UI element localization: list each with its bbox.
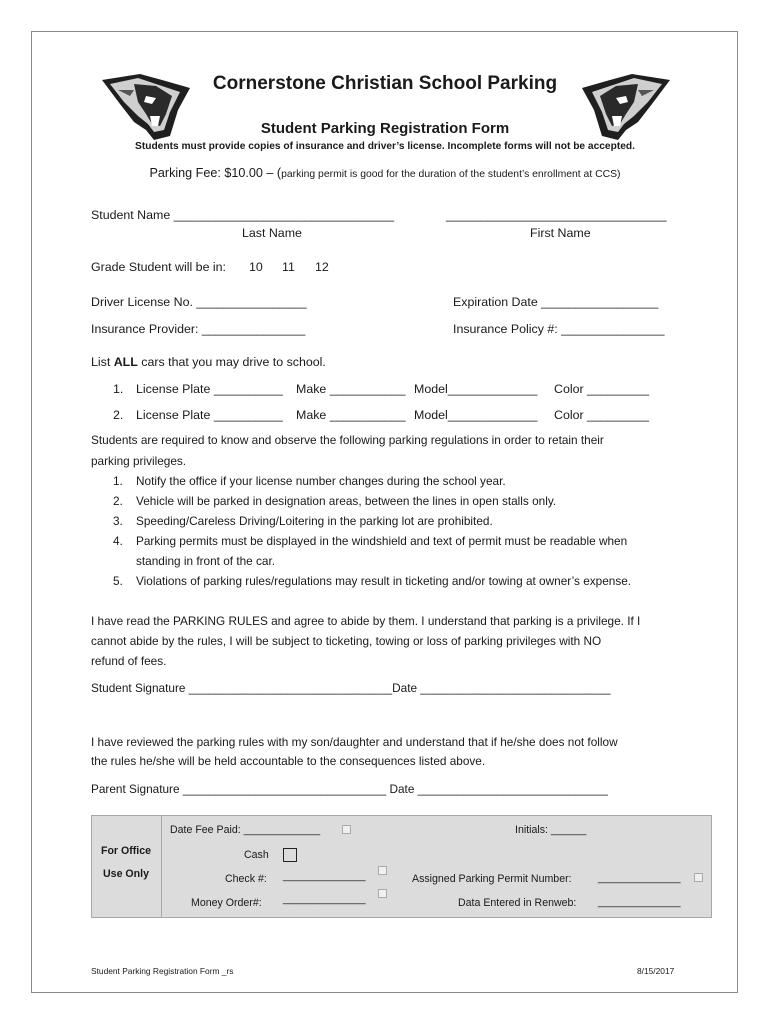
grade-option-12[interactable]: 12 bbox=[315, 260, 329, 274]
student-signature-field[interactable]: Student Signature _______________________________Date _____________________________ bbox=[91, 681, 611, 695]
rule-number: 4. bbox=[113, 534, 123, 548]
rule-text-continued: standing in front of the car. bbox=[136, 554, 276, 568]
agreement-text: cannot abide by the rules, I will be subject to ticketing, towing or loss of parking privileges with NO bbox=[91, 634, 602, 648]
rule-text: Violations of parking rules/regulations may result in ticketing and/or towing at owner’s expense. bbox=[136, 574, 632, 588]
rule-text: Speeding/Careless Driving/Loitering in the parking lot are prohibited. bbox=[136, 514, 493, 528]
insurance-policy-field[interactable]: Insurance Policy #: _______________ bbox=[453, 322, 665, 336]
cash-checkbox-box[interactable] bbox=[283, 848, 297, 862]
car-row-num: 1. bbox=[113, 382, 124, 396]
insurance-provider-field[interactable]: Insurance Provider: _______________ bbox=[91, 322, 306, 336]
car-1-plate-field[interactable]: License Plate __________ bbox=[136, 382, 283, 396]
cars-intro-bold: ALL bbox=[113, 355, 138, 369]
grade-option-10[interactable]: 10 bbox=[249, 260, 263, 274]
car-row-num: 2. bbox=[113, 408, 124, 422]
parking-fee-note: parking permit is good for the duration of the student’s enrollment at CCS) bbox=[281, 169, 621, 180]
car-2-color-field[interactable]: Color _________ bbox=[554, 408, 650, 422]
form-title: Cornerstone Christian School Parking bbox=[212, 73, 558, 94]
cars-intro bbox=[91, 355, 326, 369]
car-2-plate-field[interactable]: License Plate __________ bbox=[136, 408, 283, 422]
rule-text: Vehicle will be parked in designation areas, between the lines in open stalls only. bbox=[136, 494, 557, 508]
car-1-color-field[interactable]: Color _________ bbox=[554, 382, 650, 396]
rule-number: 1. bbox=[113, 474, 123, 488]
initials-field[interactable]: Initials: ______ bbox=[515, 824, 587, 836]
check-number-label: Check #: bbox=[225, 873, 267, 885]
required-docs-notice: Students must provide copies of insurance and driver’s license. Incomplete forms will not be accepted. bbox=[135, 141, 635, 152]
check-number-checkbox[interactable] bbox=[378, 866, 387, 875]
parent-acknowledgement: the rules he/she will be held accountable to the consequences listed above. bbox=[91, 754, 486, 768]
data-entered-blank[interactable]: ______________ bbox=[598, 896, 681, 908]
rules-intro-line: parking privileges. bbox=[91, 454, 187, 468]
parent-signature-field[interactable]: Parent Signature _______________________________ Date _____________________________ bbox=[91, 782, 608, 796]
footer-date: 8/15/2017 bbox=[637, 966, 675, 976]
office-use-label-cell bbox=[92, 816, 162, 917]
permit-number-checkbox[interactable] bbox=[694, 873, 703, 882]
last-name-label: Last Name bbox=[242, 226, 302, 240]
footer-form-name: Student Parking Registration Form _rs bbox=[91, 966, 234, 976]
agreement-text: I have read the PARKING RULES and agree to abide by them. I understand that parking is a privilege. If I bbox=[91, 614, 641, 628]
form-subtitle: Student Parking Registration Form bbox=[260, 120, 510, 137]
driver-license-field[interactable]: Driver License No. ________________ bbox=[91, 295, 307, 309]
cash-label: Cash bbox=[244, 849, 269, 861]
money-order-label: Money Order#: bbox=[191, 897, 262, 909]
date-fee-paid-checkbox[interactable] bbox=[342, 825, 351, 834]
expiration-date-field[interactable]: Expiration Date _________________ bbox=[453, 295, 659, 309]
money-order-checkbox[interactable] bbox=[378, 889, 387, 898]
car-2-make-field[interactable]: Make ___________ bbox=[296, 408, 406, 422]
office-use-label: Use Only bbox=[103, 868, 149, 880]
rule-number: 2. bbox=[113, 494, 123, 508]
parking-fee-line bbox=[90, 164, 680, 182]
grade-label: Grade Student will be in: bbox=[91, 260, 226, 274]
permit-number-label: Assigned Parking Permit Number: bbox=[412, 873, 572, 885]
panther-logo-right-icon bbox=[580, 70, 672, 142]
rules-intro-line: Students are required to know and observe the following parking regulations in order to retain their bbox=[91, 433, 604, 447]
cars-intro-pre: List bbox=[91, 355, 114, 369]
date-fee-paid-field[interactable]: Date Fee Paid: _____________ bbox=[170, 824, 321, 836]
panther-logo-left-icon bbox=[100, 70, 192, 142]
rule-text: Notify the office if your license number changes during the school year. bbox=[136, 474, 506, 488]
rule-number: 5. bbox=[113, 574, 123, 588]
agreement-text: refund of fees. bbox=[91, 654, 167, 668]
permit-number-blank[interactable]: ______________ bbox=[598, 872, 681, 884]
parking-fee: Parking Fee: $10.00 – ( bbox=[149, 166, 282, 180]
first-name-blank[interactable]: ________________________________ bbox=[446, 208, 667, 222]
first-name-label: First Name bbox=[530, 226, 591, 240]
parent-acknowledgement: I have reviewed the parking rules with my son/daughter and understand that if he/she does not follow bbox=[91, 735, 618, 749]
cars-intro-post: cars that you may drive to school. bbox=[137, 355, 326, 369]
data-entered-label: Data Entered in Renweb: bbox=[458, 897, 577, 909]
cash-checkbox[interactable] bbox=[283, 846, 297, 864]
car-1-model-field[interactable]: Model_____________ bbox=[414, 382, 538, 396]
office-use-label: For Office bbox=[100, 845, 152, 857]
student-name-field[interactable]: Student Name ________________________________ bbox=[91, 208, 395, 222]
grade-option-11[interactable]: 11 bbox=[282, 260, 295, 274]
car-1-make-field[interactable]: Make ___________ bbox=[296, 382, 406, 396]
rule-text: Parking permits must be displayed in the windshield and text of permit must be readable when bbox=[136, 534, 628, 548]
money-order-blank[interactable]: ______________ bbox=[283, 893, 366, 905]
car-2-model-field[interactable]: Model_____________ bbox=[414, 408, 538, 422]
rule-number: 3. bbox=[113, 514, 123, 528]
check-number-blank[interactable]: ______________ bbox=[283, 870, 366, 882]
